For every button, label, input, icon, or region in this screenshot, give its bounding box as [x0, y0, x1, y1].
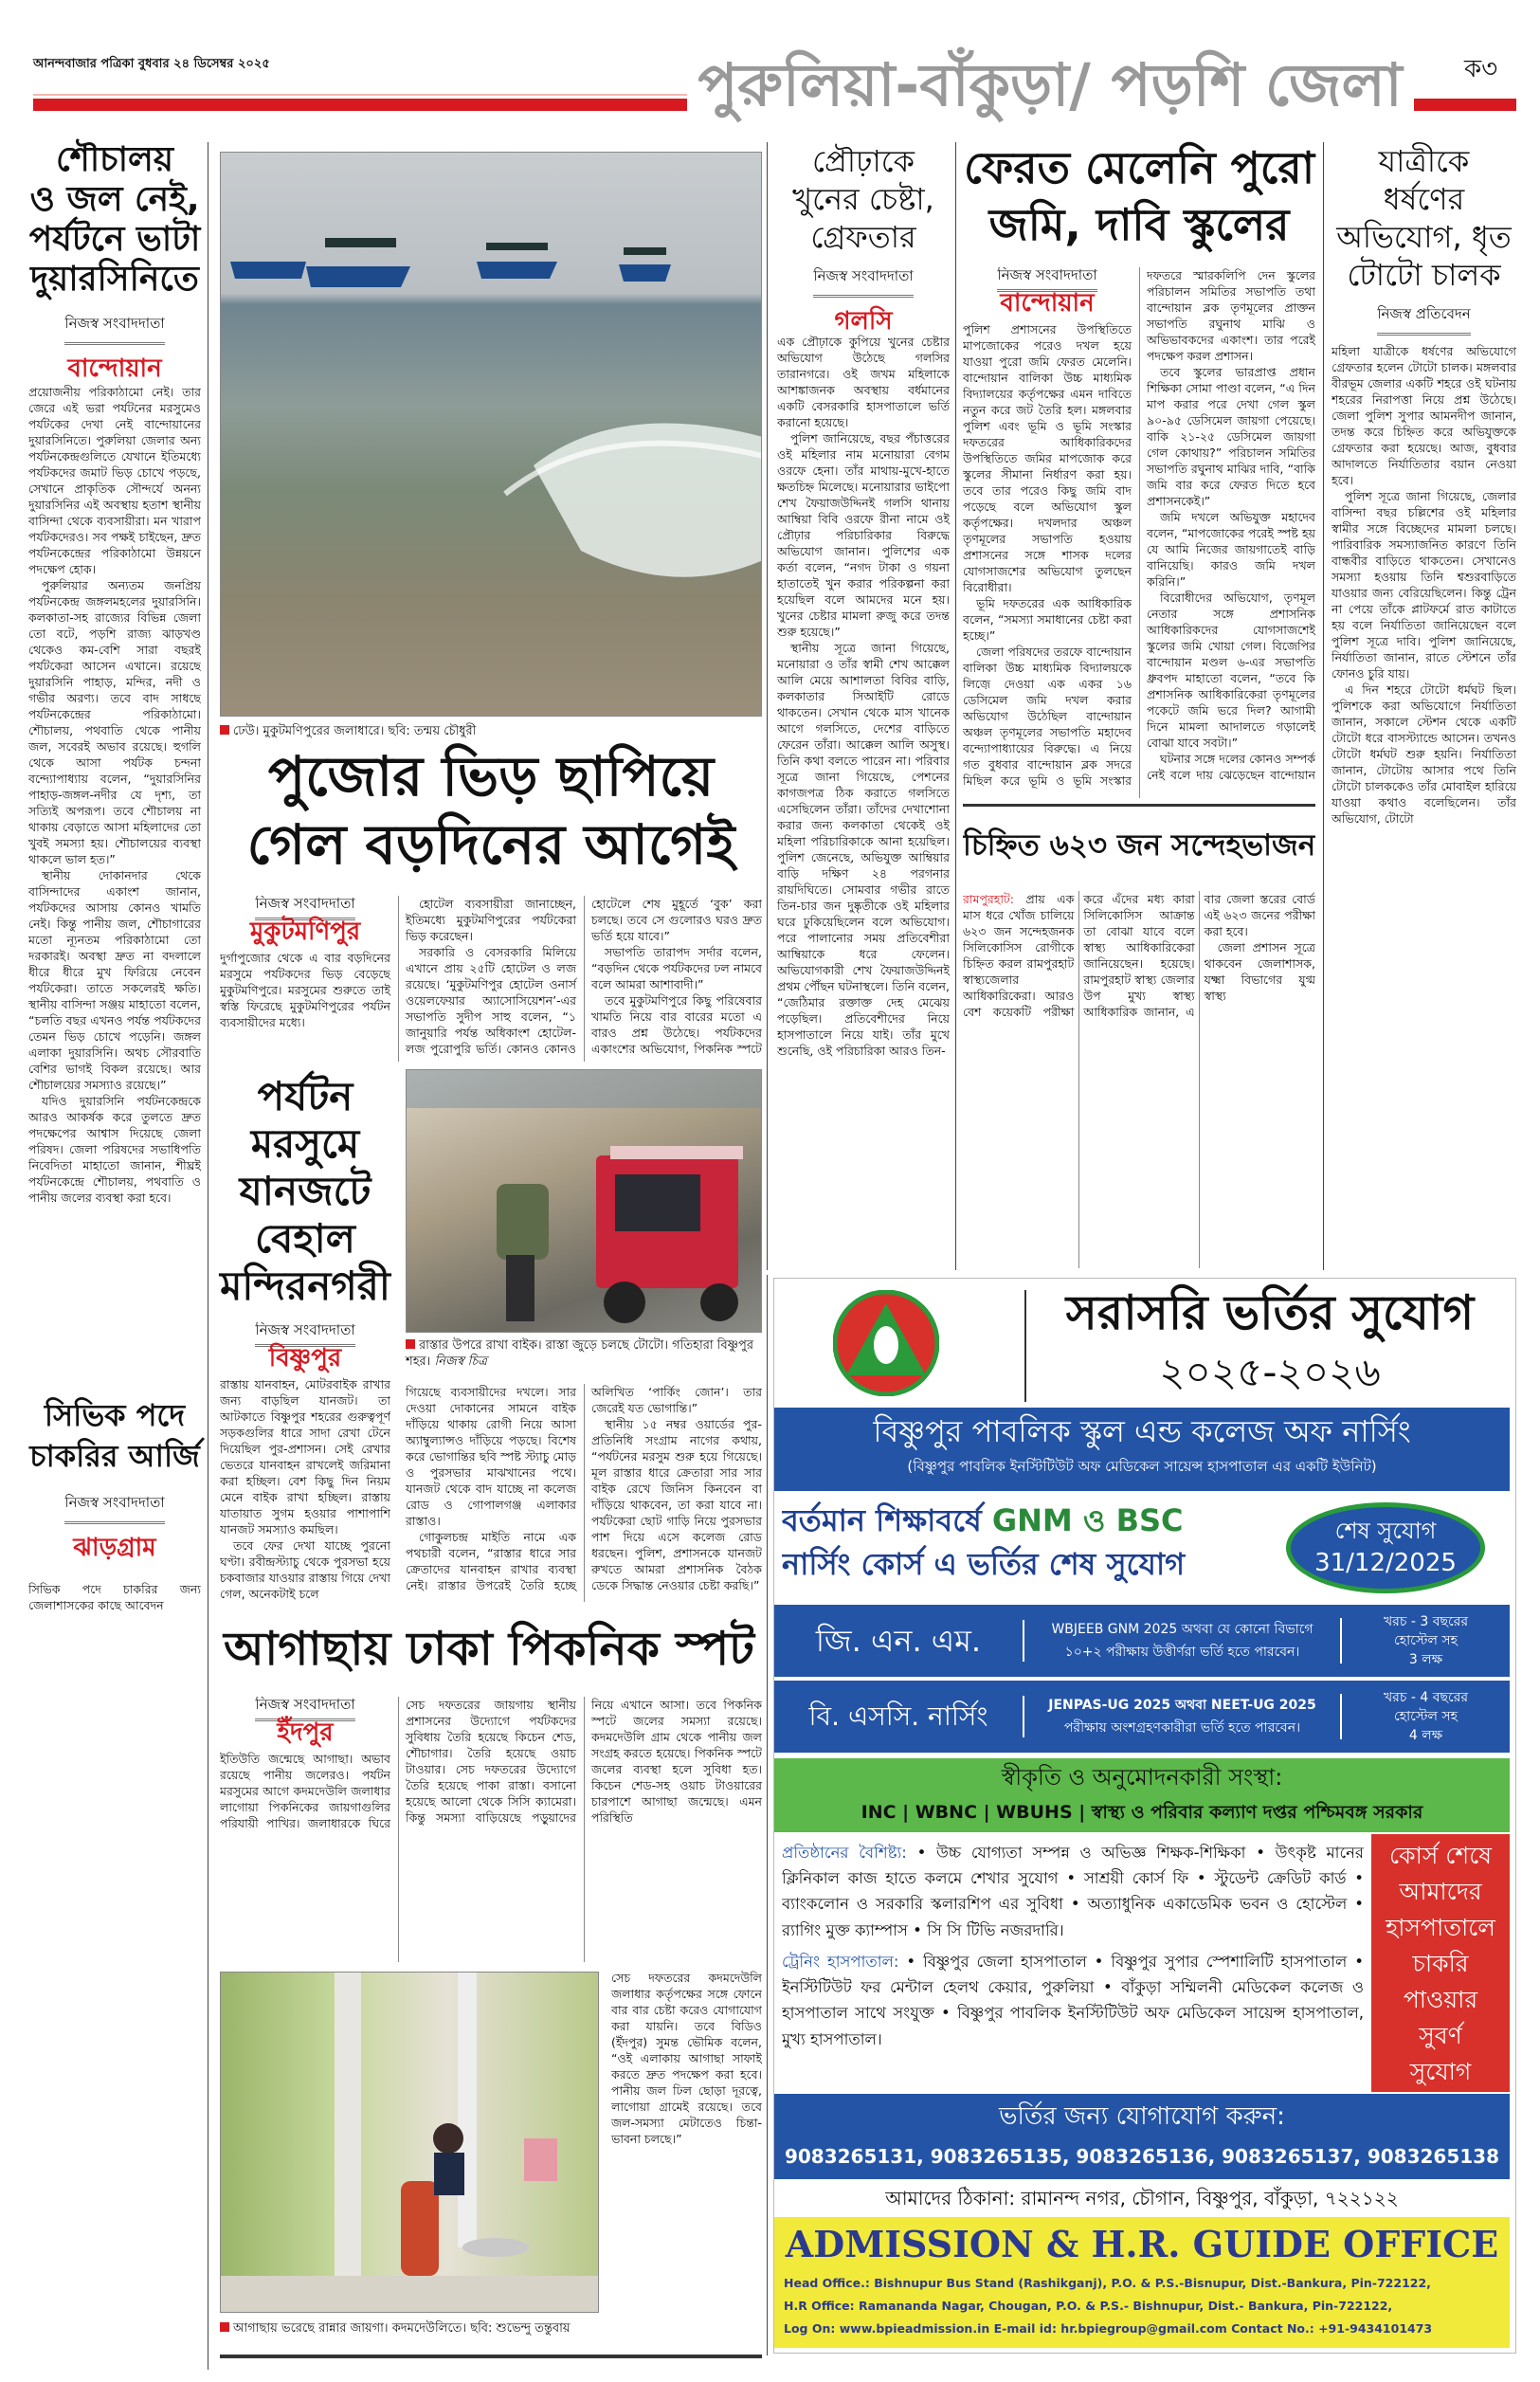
paragraph: জেলা প্রশাসন সূত্রে থাকবেন জেলাশাসক, যক্ষ্মা বিভাগের যুগ্ম স্বাস্থ্য — [1204, 940, 1315, 1003]
features-list: • উচ্চ যোগ্যতা সম্পন্ন ও অভিজ্ঞ শিক্ষক-শিক্ষিকা • উৎকৃষ্ট মানের ক্লিনিকাল কাজ হাতে কলমে শেখার সুযোগ • সাশ্রয়ী কোর্স ফি • স্টুডেন্ট ক্রেডিট কার্ড • ব্যাংকলোন ও সরকারি স্কলারশিপ এর সুবিধা • অত্যাধুনিক একাডেমিক ভবন ও হোস্টেল • র‍্যাগিং মুক্ত ক্যাম্পাস • সি সি টিভি নজরদারি। — [782, 1844, 1364, 1939]
cost: খরচ - 3 বছরের — [1383, 1614, 1469, 1629]
photo-caption — [220, 2320, 604, 2337]
office-title: ADMISSION & H.R. GUIDE OFFICE — [785, 2223, 1499, 2265]
job-promo-line: চাকরি — [1412, 1950, 1469, 1977]
paragraph: স্থানীয় দোকানদার থেকে বাসিন্দাদের একাংশ জানান, পর্যটকদের আসায় কোনও খামতি নেই। কিন্তু পানীয় জল, শৌচাগারের মতো ন্যূনতম পরিকাঠামো তো দরকারই। অবস্থা দ্রুত না বদলালে ধীরে ধীরে মুখ ফিরিয়ে নেবেন পর্যটকেরা। তাতে সকলেরই ক্ষতি। স্থানীয় বাসিন্দা সঞ্জয় মাহাতো বলেন, “চলতি বছর এখনও পর্যন্ত পর্যটকদের তেমন ভিড় চোখে পড়েনি। জঙ্গল এলাকা দুয়ারসিনি। অথচ সৌরবাতি বেশির ভাগই বিকল রয়েছে। আর শৌচালয়ের সমস্যাও রয়েছে।” — [28, 868, 201, 1092]
divider — [1024, 1290, 1026, 1402]
dateline-location: ইঁদপুর — [277, 1718, 334, 1747]
head-office-address: Head Office.: Bishnupur Bus Stand (Rashikganj), P.O. & P.S.-Bisnupur, Dist.-Bankura, Pin-722122, — [784, 2276, 1431, 2290]
paragraph: তবে স্কুলের ভারপ্রাপ্ত প্রধান শিক্ষিকা সোমা পাণ্ডা বলেন, “এ দিন মাপ করার পরে দেখা গেল স্কুল ৯০-৯৫ ডেসিমেল জায়গা পেয়েছে। বাকি ২১-২৫ ডেসিমেল জায়গা গেল কোথায়?” পরিচালন সমিতির সভাপতি রঘুনাথ মাঝির দাবি, “বাকি জমি বার করে ফেরত দিতে হবে প্রশাসনকেই।” — [1147, 365, 1315, 508]
paragraph: বিরোধীদের অভিযোগ, তৃণমূল নেতার সঙ্গে প্রশাসনিক আধিকারিকদের যোগসাজশেই স্কুলের জমি খোয়া গেল। বিজেপির বান্দোয়ান মণ্ডল ৬-এর সভাপতি ধ্রুবপদ মাহাতো বলেন, “তবে কি প্রশাসনিক আধিকারিকেরা তৃণমূলের পকেটে জমি ভরে দিল? আগামী দিনে মামলা আদালতে গড়ালেই বোঝা যাবে সবটা।” — [1147, 591, 1315, 750]
column-rule — [1323, 142, 1324, 1270]
headline: ফেরত মেলেনি পুরো জমি, দাবি স্কুলের — [963, 142, 1315, 250]
paragraph: পুলিশ প্রশাসনের উপস্থিতিতে মাপজোকের পরেও দখল হয়ে যাওয়া পুরো জমি ফেরত মেলেনি। বান্দোয়ান বালিকা উচ্চ মাধ্যমিক বিদ্যালয়ের কর্তৃপক্ষের এমন দাবিতে নতুন করে জট তৈরি হল। মঙ্গলবার পুলিশ এবং ভূমি ও ভূমি সংস্কার দফতরের আধিকারিকদের উপস্থিতিতে জমির মাপজোক করে স্কুলের সীমানা নির্ধারণ করা হয়। তবে তার পরেও কিছু জমি বাদ পড়েছে বলে অভিযোগ স্কুল কর্তৃপক্ষের। দখলদার অঞ্চল তৃণমূলের সভাপতি হওয়ায় প্রশাসনের সঙ্গে শাসক দলের যোগসাজশের অভিযোগ তুলছেন বিরোধীরা। — [963, 322, 1132, 594]
paragraph: এক প্রৌঢ়াকে কুপিয়ে খুনের চেষ্টার অভিযোগ উঠেছে গলসির তারানগরে। ওই জখম মহিলাকে আশঙ্কাজনক অবস্থায় বর্ধমানের একটি বেসরকারি হাসপাতালে ভর্তি করানো হয়েছে। — [777, 335, 950, 429]
section-rule — [220, 2355, 762, 2358]
header-red-bar — [33, 99, 687, 111]
eligibility: ১০+২ পরীক্ষায় উত্তীর্ণরা ভর্তি হতে পারবেন। — [1064, 1645, 1300, 1660]
article-body-continued — [611, 1970, 762, 2320]
reporter: নিজস্ব সংবাদদাতা — [997, 267, 1096, 292]
eligibility: পরীক্ষায় অংশগ্রহণকারীরা ভর্তি হতে পারবেন। — [1063, 1720, 1301, 1736]
college-address: আমাদের ঠিকানা: রামানন্দ নগর, চৌগান, বিষ্ণুপুর, বাঁকুড়া, ৭২২১২২ — [885, 2187, 1399, 2209]
reporter: নিজস্ব প্রতিবেদন — [1377, 303, 1471, 336]
paragraph: সিভিক পদে চাকরির জন্য জেলাশাসকের কাছে আবেদন — [28, 1582, 201, 1612]
college-name-banner — [774, 1408, 1510, 1491]
article-body-continued — [406, 1384, 762, 1602]
paragraph: ইতিউতি জন্মেছে আগাছা। অভাব রয়েছে পানীয় জলেরও। পর্যটন মরসুমের আগে কদমদেউলি জলাধার লাগোয়া পিকনিকের জায়গাগুলির পরিযায়ী পাখির। জলাধারকে ঘিরে সেচ দফতরের জায়গায় স্থানীয় প্রশাসনের উদ্যোগে পর্যটকদের সুবিধায় তৈরি হয়েছে কিচেন শেড, শৌচাগার। তৈরি হয়েছে ওয়াচ টাওয়ার। সেচ দফতরের উদ্যোগে তৈরি হয়েছে পাকা রাস্তা। বসানো হয়েছে আলো থেকে সিসি ক্যামেরা। কিন্তু সমস্যা বাড়িয়েছে পড়ুয়াদের নিয়ে এখানে আসা। তবে পিকনিক স্পটে জলের সমস্যা রয়েছে। কদমদেউলি গ্রাম থেকে পানীয় জল সংগ্রহ করতে হয়েছে। পিকনিক স্পটে জলের ব্যবস্থা হলে সুবিধা হত। কিচেন শেড-সহ ওয়াচ টাওয়ারের চারপাশে আগাছা জন্মেছে। এমন পরিস্থিতি — [220, 1698, 762, 1830]
article-body — [777, 334, 950, 1268]
dateline-location: ঝাড়গ্রাম — [73, 1534, 156, 1562]
paragraph: গিয়েছে ব্যবসায়ীদের দখলে। সার দেওয়া দোকানের সামনে বাইক দাঁড়িয়ে থাকায় রোগী নিয়ে আসা অ্যাম্বুল্যান্সও দাঁড়িয়ে পড়ছে। বিশেষ করে ভোগান্তির ছবি স্পষ্ট স্ট্যাচু মোড় ও পুরসভার মাঝখানের পথে। যানজট থেকে বাদ যাচ্ছে না কলেজ রোড ও গোপালগঞ্জ এলাকার রাস্তাও। — [406, 1385, 576, 1528]
article-body — [963, 267, 1315, 798]
article-duarsini — [28, 140, 201, 400]
reporter: নিজস্ব সংবাদদাতা — [255, 896, 354, 920]
job-promo-line: হাসপাতালে — [1386, 1914, 1495, 1941]
cost: হোস্টেল সহ — [1394, 1709, 1458, 1724]
accreditation-title: স্বীকৃতি ও অনুমোদনকারী সংস্থা: — [1001, 1764, 1283, 1791]
paragraph: প্রয়োজনীয় পরিকাঠামো নেই। তার জেরে এই ভরা পর্যটনের মরসুমেও পর্যটকের দেখা নেই বান্দোয়ানের দুয়ারসিনিতে। পুরুলিয়া জেলার অন্য পর্যটনকেন্দ্রগুলিতে যেখানে ইতিমধ্যে পর্যটকদের জমাট ভিড় চোখে পড়ছে, সেখানে প্রাকৃতিক সৌন্দর্যে অনন্য দুয়ারসিনির এই অবস্থায় হতাশ স্থানীয় বাসিন্দা থেকে ব্যবসায়ীরা। মন খারাপ পর্যটকদেরও। সব পক্ষই চাইছেন, দ্রুত পর্যটনকেন্দ্রের পরিকাঠামো উন্নয়নে পদক্ষেপ হোক। — [28, 385, 201, 576]
article-body — [220, 1322, 390, 1602]
paragraph: তবে মুকুটমণিপুরে কিছু পরিষেবার খামতি নিয়ে বার বারের মতো এ বারও প্রশ্ন উঠেছে। পর্যটকদের একাংশের অভিযোগ, পিকনিক স্পটে — [591, 993, 762, 1056]
paragraph: রাস্তায় যানবাহন, মোটরবাইক রাখার জন্য বাড়ছিল যানজট। তা আটকাতে বিষ্ণুপুর শহরের গুরুত্বপূর্ণ সড়কগুলির ধারে সাদা রেখা টেনে দিয়েছিল পুর-প্রশাসন। সেই রেখার ভেতরে যানবাহন রাখলেই জরিমানা করা হচ্ছিল। বেশ কিছু দিন নিয়ম মেনে বাইক রাখা হচ্ছিল। রাস্তায় যাতায়াত সুগম হওয়ার পাশাপাশি যানজট সমস্যাও কমছিল। — [220, 1377, 390, 1536]
photo-lake-wave — [220, 152, 762, 717]
reporter: নিজস্ব সংবাদদাতা — [64, 313, 164, 345]
ad-session-years: ২০২৫-২০২৬ — [1159, 1349, 1381, 1395]
byline — [220, 896, 390, 946]
deadline-badge — [1286, 1502, 1485, 1593]
byline — [963, 267, 1132, 318]
dateline: রামপুরহাট: — [963, 892, 1015, 906]
website-email-contact[interactable]: Log On: www.bpieadmission.in E-mail id: hr.bpiegroup@gmail.com Contact No.: +91-9434101473 — [784, 2321, 1433, 2336]
article-body — [28, 1581, 201, 2365]
headline: যাত্রীকে ধর্ষণের অভিযোগ, ধৃত টোটো চালক — [1336, 143, 1512, 293]
photo-traffic-jam — [406, 1069, 762, 1333]
paragraph: স্থানীয় সূত্রে জানা গিয়েছে, মনোয়ারা ও তাঁর স্বামী শেখ আক্কেল আলি মেয়ে আশালতা বিবির বাড়ি, কলকাতার সিআইটি রোডে থাকতেন। সেখান থেকে মাস খানেক আগে গলসিতে, দেশের বাড়িতে ফেরেন তাঁরা। আক্কেল আলি অসুস্থ। তিনি কথা বলতে পারেন না। পরিবার সূত্রে জানা গিয়েছে, পেশনের কাগজপত্র ঠিক করাতে গলসিতে এসেছিলেন তাঁরা। তাঁদের দেখাশোনা করার জন্য কলকাতা থেকেই ওই মহিলা পরিচারিকাকে আনা হয়েছিল। পুলিশ জেনেছে, অভিযুক্ত আম্বিয়ার বাড়ি দক্ষিণ ২৪ পরগনার রায়দিঘিতে। সোমবার গভীর রাতে তিন-চার জন দুষ্কৃতীকে ওই মহিলার ঘরে ঢুকিয়েছিলেন বলে অভিযোগ। পরে পালানোর সময় প্রতিবেশীরা আম্বিয়াকে ধরে ফেলেন। অভিযোগকারী শেখ ফৈয়াজউদ্দিনই প্রথম পৌঁছন ঘটনাস্থলে। তিনি বলেন, “জেঠিমার রক্তাক্ত দেহ মেঝেয় পড়েছিল। প্রতিবেশীদের নিয়ে হাসপাতালে নিয়ে যাই। তাঁর মুখে শুনেছি, ওই পরিচারিকা আরও তিন- — [777, 641, 950, 1058]
cost: খরচ - 4 বছরের — [1383, 1690, 1469, 1705]
photo-caption — [220, 723, 762, 739]
photo-credit: নিজস্ব চিত্র — [434, 1355, 487, 1369]
paragraph: পুরুলিয়ার অন্যতম জনপ্রিয় পর্যটনকেন্দ্র জঙ্গলমহলের দুয়ারসিনি। কলকাতা-সহ রাজ্যের বিভিন্ন জেলা তো বটে, পড়শি রাজ্য ঝাড়খণ্ড থেকেও কম-বেশি সারা বছরই পর্যটকেরা আসেন এখানে। রয়েছে দুয়ারসিনি পাহাড়, মন্দির, নদী ও গভীর অরণ্য। তবে বাদ সাধছে পর্যটনকেন্দ্রের পরিকাঠামো। শৌচালয়, পথবাতি থেকে পানীয় জল, সবেরই অভাব রয়েছে। হুগলি থেকে আসা পর্যটক চন্দনা বন্দ্যোপাধ্যায় বলেন, “দুয়ারসিনির পাহাড়-জঙ্গল-নদীর যে দৃশ্য, তা সত্যিই অপরূপ। তবে শৌচালয় না থাকায় বেড়াতে আসা মহিলাদের তো খুবই সমস্যা হয়। শৌচালয়ের ব্যবস্থা থাকলে ভাল হত।” — [28, 578, 201, 866]
training-label: ট্রেনিং হাসপাতাল: — [782, 1952, 899, 1971]
headline: সিভিক পদে চাকরির আর্জি — [29, 1397, 200, 1475]
caption-text: রাস্তার উপরে রাখা বাইক। রাস্তা জুড়ে চলছে টোটো। গতিহারা বিষ্ণুপুর শহর। — [406, 1338, 754, 1369]
job-promo-box — [1371, 1834, 1510, 2092]
paragraph: হোটেল ব্যবসায়ীরা জানাচ্ছেন, ইতিমধ্যে মুকুটমণিপুরের পর্যটকেরা ভিড় করেছেন। — [406, 897, 576, 943]
caption-marker-icon — [406, 1339, 415, 1349]
office-banner — [774, 2217, 1510, 2348]
deadline-label: শেষ সুযোগ — [1334, 1518, 1437, 1544]
caption-text: ঢেউ। মুকুটমণিপুরের জলাধারে। ছবি: তন্ময় চৌধুরী — [233, 724, 477, 738]
dateline-location: বান্দোয়ান — [67, 355, 162, 383]
headline: চিহ্নিত ৬২৩ জন সন্দেহভাজন — [963, 828, 1315, 863]
paragraph: সরকারি ও বেসরকারি মিলিয়ে এখানে প্রায় ২৫টি হোটেল ও লজ রয়েছে। ‘মুকুটমণিপুর হোটেল ওনার্স ওয়েলফেয়ার অ্যাসোসিয়েশন’-এর সভাপতি সুদীপ সাহু বলেন, “১ জানুয়ারি পর্যন্ত অধিকাংশ হোটেল-লজ পুরোপুরি ভর্তি। কোনও কোনও হোটেলে শেষ মুহূর্তে ‘বুক’ করা চলছে। তবে সে গুলোরও ঘরও দ্রুত ভর্তি হয়ে যাবে।” — [406, 897, 762, 1056]
paragraph: ঘটনার সঙ্গে দলের কোনও সম্পর্ক নেই বলে দায় ঝেড়েছেন বান্দোয়ান — [1147, 752, 1315, 782]
cost: হোস্টেল সহ — [1394, 1633, 1458, 1648]
promo-text — [782, 1499, 1277, 1597]
course-name: বি. এসসি. নার্সিং — [774, 1696, 1024, 1737]
reporter: নিজস্ব সংবাদদাতা — [64, 1492, 164, 1524]
headline: পর্যটন মরসুমে যানজটে বেহাল মন্দিরনগরী — [220, 1073, 390, 1309]
eligibility: WBJEEB GNM 2025 অথবা যে কোনো বিভাগে — [1051, 1622, 1314, 1637]
accreditation-bodies: INC | WBNC | WBUHS | স্বাস্থ্য ও পরিবার কল্যাণ দপ্তর পশ্চিমবঙ্গ সরকার — [861, 1802, 1423, 1823]
course-row-bsc — [774, 1681, 1510, 1753]
article-body — [28, 384, 201, 1370]
dateline-location: গলসি — [834, 307, 893, 336]
paragraph: স্থানীয় ১৫ নম্বর ওয়ার্ডের পুর-প্রতিনিধি সংগ্রাম নাগের কথায়, “পর্যটনের মরসুম শুরু হয়ে গিয়েছে। মূল রাস্তার ধারে ক্রেতারা সার সার বাইক রেখে জিনিস কিনবেন বা দাঁড়িয়ে থাকবেন, তা করা যাবে না। পর্যটকেরা ছোট গাড়ি নিয়ে পুরসভার পাশ দিয়ে এসে কলেজ রোড ধরছেন। পুলিশ, প্রশাসনকে যানজট রুখতে আমরা প্রশাসনিক বৈঠক ডেকে সিদ্ধান্ত নেওয়ার চেষ্টা করছি।” — [591, 1417, 762, 1592]
dateline-location: মুকুটমণিপুর — [249, 918, 361, 946]
article-body — [1332, 343, 1516, 1268]
course-name: জি. এন. এম. — [774, 1620, 1024, 1662]
section-title: পুরুলিয়া-বাঁকুড়া/ পড়শি জেলা — [698, 50, 1403, 119]
job-promo-line: আমাদের — [1399, 1878, 1482, 1905]
photo-caption — [406, 1337, 762, 1370]
nursing-college-advertisement — [773, 1278, 1516, 2354]
headline: আগাছায় ঢাকা পিকনিক স্পট — [224, 1622, 754, 1676]
headline: শৌচালয় ও জল নেই, পর্যটনে ভাটা দুয়ারসিনিতে — [28, 140, 201, 300]
training-list: • বিষ্ণুপুর জেলা হাসপাতাল • বিষ্ণুপুর সুপার স্পেশালিটি হাসপাতাল • ইনস্টিটিউট ফর মেন্টাল হেলথ কেয়ার, পুরুলিয়া • বাঁকুড়া সম্মিলনী মেডিকেল কলেজ ও হাসপাতাল সাথে সংযুক্ত • বিষ্ণুপুর পাবলিক ইনস্টিটিউট অফ মেডিকেল সায়েন্স হাসপাতাল, মুখ্য হাসপাতাল। — [782, 1952, 1364, 2048]
byline — [28, 1492, 201, 1570]
photo-picnic-spot — [220, 1972, 599, 2313]
paragraph: মহিলা যাত্রীকে ধর্ষণের অভিযোগে গ্রেফতার হলেন টোটো চালক। মঙ্গলবার বীরভূম জেলার একটি শহরে ওই ঘটনায় শহরের নিরাপত্তা নিয়ে প্রশ্ন উঠেছে। জেলা পুলিশ সুপার আমনদীপ জানান, তদন্ত করে চিহ্নিত করে অভিযুক্তকে গ্রেফতার করা হয়েছে। আজ, বুধবার আদালতে নির্যাতিতার বয়ান নেওয়া হবে। — [1332, 344, 1516, 487]
page-number: ক৩ — [1464, 55, 1498, 83]
byline — [28, 313, 201, 391]
paragraph: সেচ দফতরের কদমদেউলি জলাধার কর্তৃপক্ষের সঙ্গে ফোনে বার বার চেষ্টা করেও যোগাযোগ করা যায়নি। তবে বিডিও (ইঁদপুর) সুমন্ত ভৌমিক বলেন, “ওই এলাকায় আগাছা সাফাই করতে দ্রুত পদক্ষেপ করা হবে। পানীয় জল ঢিল ছোড়া দূরত্বে, লাগোয়া গ্রামেই রয়েছে। তবে জল-সমস্যা মেটাতেও চিন্তা-ভাবনা চলছে।” — [611, 1971, 762, 2146]
section-rule — [963, 804, 1315, 807]
headline: পুজোর ভিড় ছাপিয়ে গেল বড়দিনের আগেই — [246, 744, 735, 877]
job-promo-line: পাওয়ার — [1403, 1986, 1478, 2013]
caption-marker-icon — [220, 2322, 229, 2332]
header-rule — [33, 94, 687, 96]
caption-text: আগাছায় ভরেছে রান্নার জায়গা। কদমদেউলিতে। ছবি: শুভেন্দু তন্তুবায় — [233, 2321, 571, 2336]
paragraph: জেলা পরিষদের তরফে বান্দোয়ান বালিকা উচ্চ মাধ্যমিক বিদ্যালয়কে লিজ়ে দেওয়া এক একর ১৬ ডেসিমেল জমি দখল করার অভিযোগ উঠেছিল বান্দোয়ান অঞ্চল তৃণমূলের সভাপতি মহাদেব বন্দ্যোপাধ্যায়ের বিরুদ্ধে। এ নিয়ে গত বুধবার বান্দোয়ান ব্লক সদরে মিছিল করে ভূমি ও ভূমি সংস্কার দফতরে স্মারকলিপি দেন স্কুলের পরিচালন সমিতির সভাপতি তথা বান্দোয়ান ব্লক তৃণমূলের প্রাক্তন সভাপতি রঘুনাথ মাঝি ও অভিভাবকদের একাংশ। তার পরেই পদক্ষেপ করল প্রশাসন। — [963, 268, 1315, 788]
job-promo-line: সুবর্ণ — [1419, 2022, 1462, 2049]
article-civic — [28, 1395, 201, 1579]
byline — [220, 1322, 390, 1373]
paragraph: সভাপতি তারাপদ সর্দার বলেন, “বড়দিন থেকে পর্যটকদের ঢল নামবে বলে আমরা আশাবাদী।” — [591, 945, 762, 991]
features-block — [782, 1840, 1364, 2088]
promo-part: বর্তমান শিক্ষাবর্ষে — [782, 1502, 992, 1538]
caption-marker-icon — [220, 725, 229, 735]
dateline-location: বান্দোয়ান — [1000, 289, 1095, 318]
reporter: নিজস্ব সংবাদদাতা — [813, 265, 913, 298]
article-body — [963, 891, 1315, 1268]
accreditation-banner — [774, 1758, 1510, 1832]
paragraph: এ দিন শহরে টোটো ধর্মঘট ছিল। পুলিশকে করা অভিযোগে নির্যাতিতা জানান, সকালে স্টেশন থেকে একটি টোটো ধরে বাসস্ট্যান্ডে আসেন। তখনও টোটো ধর্মঘট শুরু হয়নি। নির্যাতিতা জানান, টোটোয় আসার পথে তিনি টোটো চালককেও তাঁর মোবাইল হারিয়ে যাওয়া কথাও বলেছিলেন। তাঁর অভিযোগ, টোটো — [1332, 682, 1516, 826]
reporter: নিজস্ব সংবাদদাতা — [255, 1322, 354, 1347]
contact-title: ভর্তির জন্য যোগাযোগ করুন: — [999, 2102, 1285, 2131]
hr-office-address: H.R Office: Ramananda Nagar, Chougan, P.O. & P.S.- Bishnupur, Dist.- Bankura, Pin-722122, — [784, 2299, 1393, 2313]
cost: 4 লক্ষ — [1408, 1728, 1443, 1743]
paragraph: যদিও দুয়ারসিনি পর্যটনকেন্দ্রকে আরও আকর্ষক করে তুলতে দ্রুত পদক্ষেপের আশ্বাস দিয়েছে জেলা পরিষদ। জেলা পরিষদের সভাধিপতি নিবেদিতা মাহাতো জানান, শীঘ্রই পর্যটনকেন্দ্রে শৌচালয়, পথবাতি ও পানীয় জলের ব্যবস্থা করা হবে। — [28, 1094, 201, 1205]
contact-banner — [774, 2094, 1510, 2179]
article-body — [220, 896, 762, 1062]
job-promo-line: সুযোগ — [1409, 2058, 1472, 2085]
paragraph: গোকুলচন্দ্র মাইতি নামে এক পথচারী বলেন, “রাস্তার ধারে সার ক্রেতাদের যানবাহন রাখার ব্যবস্থা নেই। রাস্তার উপরেই তৈরি হচ্ছে অলিখিত ‘পার্কিং জোন’। তার জেরেই যত ভোগান্তি।” — [406, 1385, 762, 1592]
features-label: প্রতিষ্ঠানের বৈশিষ্ট্য: — [782, 1844, 907, 1862]
course-row-gnm — [774, 1605, 1510, 1677]
column-rule — [767, 1275, 768, 2355]
paragraph: পুলিশ সূত্রে জানা গিয়েছে, জেলার বাসিন্দা বছর চল্লিশের ওই মহিলার স্বামীর সঙ্গে বিচ্ছেদের মামলা চলছে। পারিবারিক সমস্যাজনিত কারণে তিনি বান্ধবীর বাড়িতে থাকতেন। সেখানেও সমস্যা হওয়ায় তিনি শ্বশুরবাড়িতে যাওয়ার জন্য বেরিয়েছিলেন। কিন্তু ট্রেন না পেয়ে তাঁকে প্লাটফর্মে রাত কাটাতে হয় বলে নির্যাতিতা জানিয়েছেন বলে পুলিশ সূত্রে দাবি। পুলিশ জানিয়েছে, নির্যাতিতা জানান, রাতে স্টেশনে তাঁর ফোনও চুরি যায়। — [1332, 489, 1516, 681]
byline — [220, 1697, 390, 1747]
headline: প্রৌঢ়াকে খুনের চেষ্টা, গ্রেফতার — [792, 143, 934, 255]
reporter: নিজস্ব সংবাদদাতা — [255, 1697, 354, 1721]
promo-part: নার্সিং কোর্স এ ভর্তির শেষ সুযোগ — [782, 1546, 1186, 1583]
paragraph: ভূমি দফতরের এক আধিকারিক বলেন, “সমস্যা সমাধানের চেষ্টা করা হচ্ছে।” — [963, 596, 1132, 643]
office-details — [774, 2272, 1510, 2340]
article-toto — [1332, 142, 1516, 345]
ad-title: সরাসরি ভর্তির সুযোগ — [1065, 1285, 1475, 1340]
phone-numbers[interactable]: 9083265131, 9083265135, 9083265136, 9083265137, 9083265138 — [784, 2145, 1500, 2168]
paragraph: পুলিশ জানিয়েছে, বছর পঁচাত্তরের ওই মহিলার নাম মনোয়ারা বেগম ওরফে হেনা। তাঁর মাথায়-মুখে-হাতে ক্ষতচিহ্ন মিলেছে। মনোয়ারার ভাইপো শেখ ফৈয়াজউদ্দিনই গলসি থানায় আম্বিয়া বিবি ওরফে রীনা নামে ওই প্রৌঢ়ার পরিচারিকার বিরুদ্ধে অভিযোগ জানান। পুলিশের এক কর্তা বলেন, “নগদ টাকা ও গয়না হাতাতেই খুন করার পরিকল্পনা করা হয়েছিল বলে আমদের মনে হয়। খুনের চেষ্টার মামলা রুজু করে তদন্ত শুরু হয়েছে।” — [777, 431, 950, 639]
college-name: বিষ্ণুপুর পাবলিক স্কুল এন্ড কলেজ অফ নার্সিং — [873, 1413, 1411, 1449]
paragraph: জমি দখলে অভিযুক্ত মহাদেব বলেন, “মাপজোকের পরেই স্পষ্ট হয় যে আমি নিজের জায়গাতেই বাড়ি বানিয়েছি। কারও জমি দখল করিনি।” — [1147, 510, 1315, 589]
byline — [1332, 303, 1516, 336]
college-logo-icon — [833, 1290, 939, 1396]
cost: 3 লক্ষ — [1408, 1652, 1443, 1667]
byline — [777, 265, 950, 343]
college-unit: (বিষ্ণুপুর পাবলিক ইনস্টিটিউট অফ মেডিকেল সায়েন্স হাসপাতাল এর একটি ইউনিট) — [907, 1458, 1377, 1475]
column-rule — [767, 142, 768, 1270]
issue-date: আনন্দবাজার পত্রিকা বুধবার ২৪ ডিসেম্বর ২০২৫ — [33, 57, 270, 71]
deadline-date: 31/12/2025 — [1314, 1549, 1457, 1577]
paragraph: তবে ফের দেখা যাচ্ছে পুরনো ঘণ্টা। রবীন্দ্রস্ট্যাচু থেকে পুরসভা হয়ে চকবাজার যাওয়ার রাস্তায় গিয়ে দেখা গেল, অনেকটাই চলে — [220, 1538, 390, 1601]
dateline-location: বিষ্ণুপুর — [268, 1344, 342, 1373]
job-promo-line: কোর্স শেষে — [1388, 1842, 1493, 1869]
paragraph: প্রায় এক মাস ধরে খোঁজ চালিয়ে ৬২৩ জন সন্দেহজনক সিলিকোসিস রোগীকে চিহ্নিত করল রামপুরহাট স্বাস্থ্যজেলার আধিকারিকেরা। আরও বেশ কয়েকটি পরীক্ষা করে এঁদের মধ্য কারা সিলিকোসিস আক্রান্ত তা বোঝা যাবে বলে স্বাস্থ্য আধিকারিকেরা জানিয়েছেন। হয়েছে। রামপুরহাট স্বাস্থ্য জেলার উপ মুখ্য স্বাস্থ্য আধিকারিক জানান, এ বার জেলা স্তরের বোর্ড এই ৬২৩ জনের পরীক্ষা করা হবে। — [963, 892, 1315, 1019]
article-body — [220, 1697, 762, 1962]
column-rule — [955, 142, 956, 1270]
eligibility: JENPAS-UG 2025 অথবা NEET-UG 2025 — [1048, 1698, 1316, 1713]
header-red-bar-right — [1414, 99, 1516, 111]
paragraph: দুর্গাপুজোর থেকে এ বার বড়দিনের মরসুমে পর্যটকদের ভিড় বেড়েছে মুকুটমণিপুরে। মরসুমের শুরুতে তাই স্বস্তি ফিরেছে মুকুটমণিপুরের পর্যটন ব্যবসায়ীদের মধ্যে। — [220, 951, 390, 1029]
promo-course: GNM ও BSC — [991, 1502, 1184, 1538]
article-galsi — [777, 142, 950, 353]
